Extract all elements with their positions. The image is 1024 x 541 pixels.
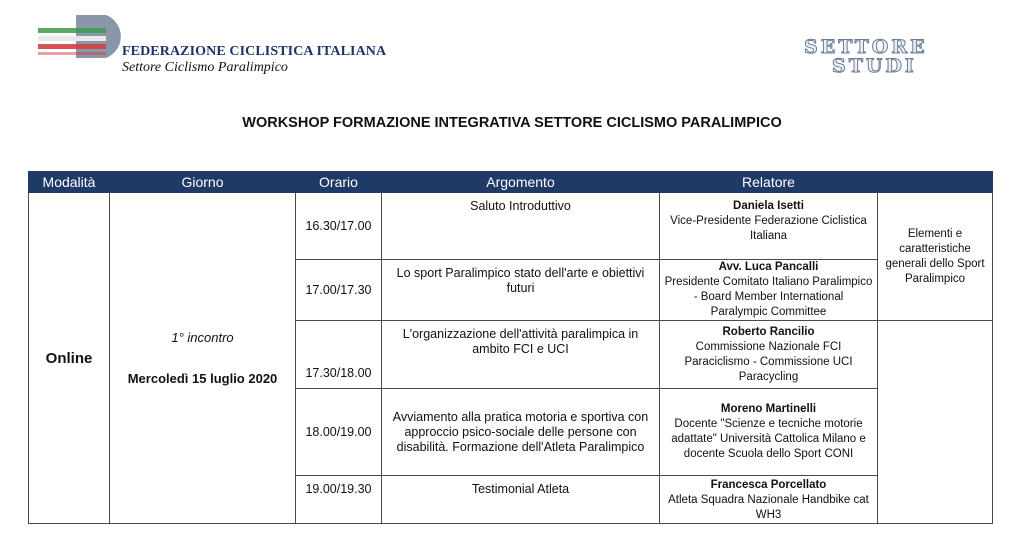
orario-cell: 19.00/19.30 bbox=[296, 476, 382, 524]
header-blank bbox=[878, 172, 993, 193]
header-relatore: Relatore bbox=[660, 172, 878, 193]
argomento-cell: Lo sport Paralimpico stato dell'arte e obiettivi futuri bbox=[382, 260, 660, 321]
relatore-role: Docente "Scienze e tecniche motorie adattate" Università Cattolica Milano e docente Scuola dello Sport CONI bbox=[671, 418, 866, 460]
incontro-date: Mercoledì 15 luglio 2020 bbox=[127, 371, 278, 386]
argomento-cell: Avviamento alla pratica motoria e sportiva con approccio psico-sociale delle persone con disabilità. Formazione dell'Atleta Paralimpico bbox=[382, 389, 660, 476]
incontro-label: 1° incontro bbox=[171, 330, 234, 345]
header-giorno: Giorno bbox=[110, 172, 296, 193]
org-name: FEDERAZIONE CICLISTICA ITALIANA bbox=[122, 44, 387, 59]
relatore-cell bbox=[660, 321, 878, 389]
argomento-cell: Saluto Introduttivo bbox=[382, 193, 660, 260]
relatore-cell bbox=[660, 260, 878, 321]
header-argomento: Argomento bbox=[382, 172, 660, 193]
table-header-row bbox=[29, 172, 993, 193]
org-subtitle: Settore Ciclismo Paralimpico bbox=[122, 60, 288, 75]
header-orario: Orario bbox=[296, 172, 382, 193]
note-cell: Elementi e caratteristiche generali dello Sport Paralimpico bbox=[878, 193, 993, 321]
giorno-cell bbox=[110, 193, 296, 524]
relatore-name: Francesca Porcellato bbox=[710, 479, 827, 491]
relatore-name: Roberto Rancilio bbox=[722, 325, 815, 338]
schedule-table bbox=[28, 171, 993, 524]
relatore-cell bbox=[660, 389, 878, 476]
argomento-cell: L'organizzazione dell'attività paralimpica in ambito FCI e UCI bbox=[382, 321, 660, 389]
argomento-cell: Testimonial Atleta bbox=[382, 476, 660, 524]
orario-cell: 17.30/18.00 bbox=[296, 321, 382, 389]
relatore-name: Moreno Martinelli bbox=[720, 403, 817, 415]
relatore-role: Presidente Comitato Italiano Paralimpico - Board Member International Paralympic Committee bbox=[664, 276, 873, 318]
orario-cell: 18.00/19.00 bbox=[296, 389, 382, 476]
relatore-name: Daniela Isetti bbox=[733, 200, 804, 212]
relatore-cell bbox=[660, 193, 878, 260]
relatore-role: Atleta Squadra Nazionale Handbike cat WH3 bbox=[668, 494, 869, 521]
modalita-cell: Online bbox=[29, 193, 110, 524]
header-modalita: Modalità bbox=[29, 172, 110, 193]
table-row bbox=[29, 193, 993, 260]
page-title: WORKSHOP FORMAZIONE INTEGRATIVA SETTORE CICLISMO PARALIMPICO bbox=[242, 115, 782, 131]
fci-logo bbox=[36, 12, 128, 58]
orario-cell: 16.30/17.00 bbox=[296, 193, 382, 260]
orario-cell: 17.00/17.30 bbox=[296, 260, 382, 321]
relatore-cell bbox=[660, 476, 878, 524]
relatore-role: Vice-Presidente Federazione Ciclistica Italiana bbox=[670, 215, 867, 242]
logo-right-line1: SETTORE bbox=[804, 36, 928, 58]
relatore-role: Commissione Nazionale FCI Paraciclismo - Commissione UCI Paracycling bbox=[684, 340, 853, 383]
note-empty-cell bbox=[878, 321, 993, 524]
settore-studi-logo bbox=[800, 36, 965, 78]
org-block bbox=[122, 44, 386, 76]
relatore-name: Avv. Luca Pancalli bbox=[718, 261, 819, 273]
logo-right-line2: STUDI bbox=[832, 55, 917, 77]
